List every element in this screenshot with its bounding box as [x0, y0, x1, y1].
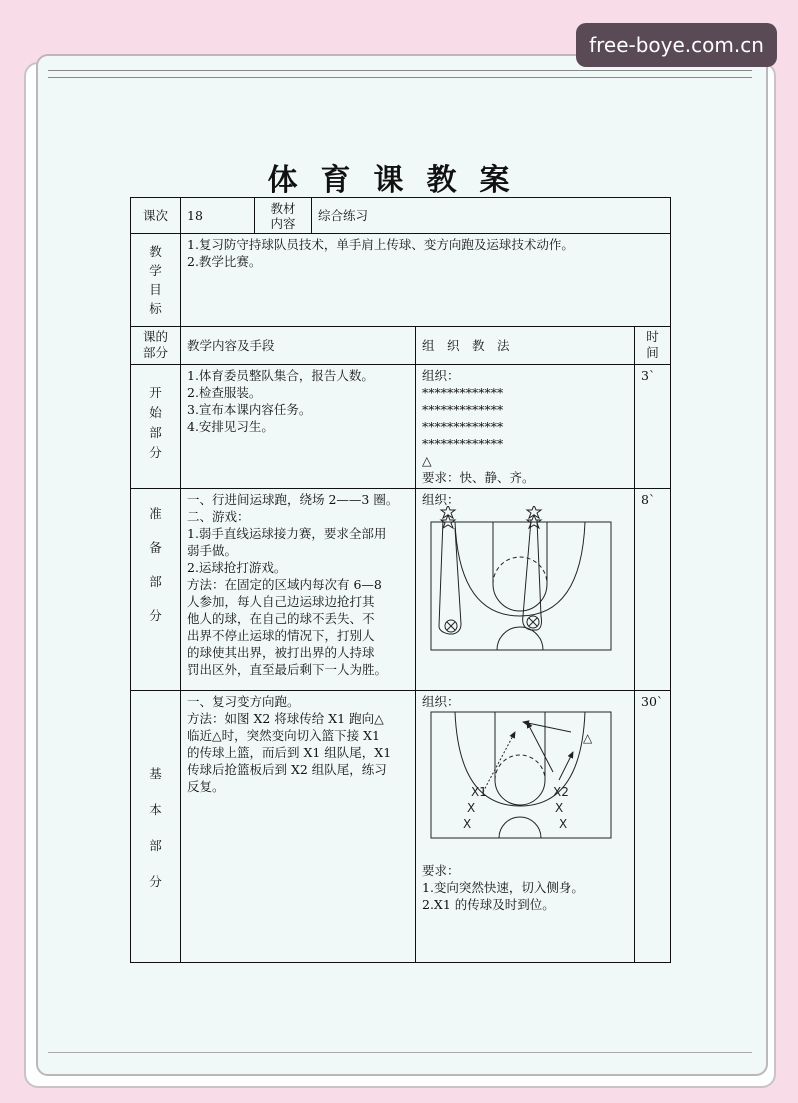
start-requirement: 要求：快、静、齐。 [422, 470, 535, 485]
goals-content [181, 234, 671, 327]
player-x-label: X [463, 817, 472, 831]
start-org-label: 组织： [422, 368, 460, 383]
free-throw-arc [495, 780, 545, 805]
center-circle [499, 817, 541, 838]
goals-label-char: 目 [149, 282, 162, 297]
prep-content-line: 方法：在固定的区域内每次有 6—8 [187, 577, 382, 592]
main-content [181, 691, 416, 963]
prep-content-line: 罚出区外，直至最后剩下一人为胜。 [187, 662, 388, 677]
prep-content-line: 2.运球抢打游戏。 [187, 560, 287, 575]
free-throw-arc-dashed [495, 755, 545, 780]
goals-label-char: 标 [149, 301, 162, 316]
run-arrow [523, 722, 571, 732]
formation-row: ************* [422, 385, 504, 400]
material-label-line2: 内容 [270, 215, 296, 231]
dribble-path-left [439, 520, 461, 634]
star-markers [441, 506, 541, 528]
teacher-marker: △ [583, 731, 593, 745]
dribble-court-diagram [427, 506, 623, 656]
requirement-line: 1.变向突然快速，切入侧身。 [422, 880, 584, 895]
start-content-line: 2.检查服装。 [187, 385, 262, 400]
page-title: 体育课教案 [267, 163, 533, 198]
main-label-char: 基 [149, 766, 162, 781]
player-x-label: X [559, 817, 568, 831]
free-throw-arc [493, 584, 547, 611]
main-content-line: 临近△时，突然变向切入篮下接 X1 [187, 728, 380, 743]
start-content-line: 3.宣布本课内容任务。 [187, 402, 312, 417]
start-section-label [131, 365, 181, 489]
prep-label-char: 分 [149, 608, 162, 623]
main-section-label [131, 691, 181, 963]
prep-section-label [131, 489, 181, 691]
material-label [255, 198, 312, 234]
prep-content-line: 出界不停止运球的情况下，打别人 [187, 628, 375, 643]
teacher-marker: △ [422, 453, 432, 468]
requirement-title: 要求： [422, 863, 460, 878]
lesson-label: 课次 [131, 198, 181, 234]
start-content-line: 1.体育委员整队集合，报告人数。 [187, 368, 374, 383]
prep-content-line: 1.弱手直线运球接力赛，要求全部用 [187, 526, 387, 541]
main-label-char: 本 [149, 802, 162, 817]
goal-line: 1.复习防守持球队员技术，单手肩上传球、变方向跑及运球技术动作。 [187, 237, 574, 252]
player-x-label: X [467, 801, 476, 815]
prep-label-char: 准 [149, 506, 162, 521]
prep-time: 8` [635, 489, 671, 691]
three-point-line [455, 522, 585, 616]
pass-arrow [483, 732, 515, 792]
part-header-line1: 课的 [142, 329, 168, 344]
main-org-label: 组织： [422, 694, 460, 709]
header-row [131, 198, 671, 234]
goal-line: 2.教学比赛。 [187, 254, 262, 269]
prep-content-line: 人参加，每人自己边运球边抢打其 [187, 594, 375, 609]
main-requirements [422, 862, 628, 913]
lesson-plan-table [130, 197, 671, 963]
formation-row: ************* [422, 419, 504, 434]
column-header-row [131, 327, 671, 365]
prep-content-line: 一、行进间运球跑，绕场 2——3 圈。 [187, 492, 399, 507]
goals-row [131, 234, 671, 327]
main-content-line: 一、复习变方向跑。 [187, 694, 300, 709]
prep-org-label: 组织： [422, 492, 460, 507]
main-content-line: 反复。 [187, 779, 225, 794]
requirement-line: 2.X1 的传球及时到位。 [422, 897, 555, 912]
prep-content-line: 的球使其出界，被打出界的人持球 [187, 645, 375, 660]
main-content-line: 传球后抢篮板后到 X2 组队尾，练习 [187, 762, 387, 777]
main-section-row [131, 691, 671, 963]
court-boundary [431, 522, 611, 650]
main-content-line: 的传球上篮，而后到 X1 组队尾，X1 [187, 745, 392, 760]
prep-content-line: 二、游戏： [187, 509, 250, 524]
lesson-value: 18 [181, 198, 255, 234]
start-label-char: 开 [149, 385, 162, 400]
start-content [181, 365, 416, 489]
change-direction-court-diagram [427, 710, 623, 840]
top-rule [48, 70, 752, 78]
start-method [416, 365, 635, 489]
bottom-rule [48, 1052, 752, 1053]
player-x2-label: X2 [553, 785, 569, 799]
time-header-line1: 时 [646, 329, 659, 344]
method-header: 组 织 教 法 [416, 327, 635, 365]
goals-label-char: 教 [149, 244, 162, 259]
time-header [635, 327, 671, 365]
content-header: 教学内容及手段 [181, 327, 416, 365]
player-x1-label: X1 [471, 785, 487, 799]
main-content-line: 方法：如图 X2 将球传给 X1 跑向△ [187, 711, 384, 726]
start-section-row [131, 365, 671, 489]
goals-label [131, 234, 181, 327]
start-label-char: 部 [149, 425, 162, 440]
prep-content-line: 弱手做。 [187, 543, 238, 558]
main-method [416, 691, 635, 963]
prep-method [416, 489, 635, 691]
prep-label-char: 部 [149, 574, 162, 589]
material-value: 综合练习 [312, 198, 671, 234]
start-time: 3` [635, 365, 671, 489]
part-header [131, 327, 181, 365]
player-x-label: X [555, 801, 564, 815]
formation-row: ************* [422, 436, 504, 451]
prep-section-row [131, 489, 671, 691]
main-time: 30` [635, 691, 671, 963]
material-label-line1: 教材 [270, 200, 296, 216]
formation-row: ************* [422, 402, 504, 417]
prep-content-line: 他人的球，在自己的球不丢失、不 [187, 611, 375, 626]
prep-content [181, 489, 416, 691]
part-header-line2: 部分 [142, 345, 168, 360]
start-content-line: 4.安排见习生。 [187, 419, 274, 434]
cut-arrow [527, 722, 553, 772]
prep-label-char: 备 [149, 540, 162, 555]
start-label-char: 始 [149, 405, 162, 420]
start-label-char: 分 [149, 445, 162, 460]
main-label-char: 部 [149, 838, 162, 853]
main-label-char: 分 [149, 874, 162, 889]
goals-label-char: 学 [149, 263, 162, 278]
time-header-line2: 间 [646, 345, 659, 360]
watermark: free-boye.com.cn [576, 23, 777, 67]
